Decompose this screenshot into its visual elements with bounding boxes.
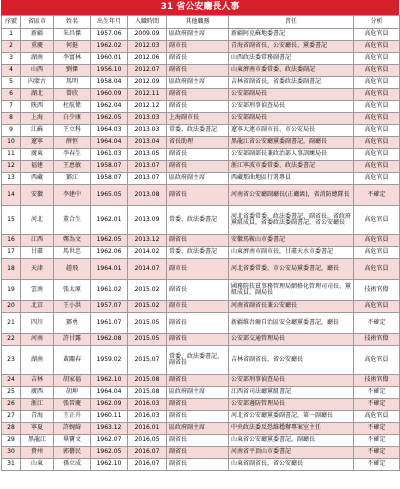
province-cell: 山西 [21, 65, 54, 77]
birth-date-cell: 1962.06 [91, 247, 128, 259]
name-cell: 王恵敏 [54, 161, 91, 173]
province-cell: 廣東 [21, 149, 54, 161]
analysis-cell: 不確定 [354, 447, 400, 459]
other-position-cell: 副省長 [167, 235, 229, 247]
analysis-cell: 高危官員 [354, 149, 400, 161]
previous-post-cell: 西藏那曲地區行署專員 [229, 173, 354, 185]
birth-date-cell: 1961.03 [91, 149, 128, 161]
row-number-cell: 26 [2, 399, 21, 411]
province-cell: 重慶 [21, 41, 54, 53]
birth-date-cell: 1962.10 [91, 375, 128, 387]
name-cell: 曾欣 [54, 89, 91, 101]
table-row [2, 313, 400, 334]
analysis-cell: 高危官員 [354, 101, 400, 113]
province-cell: 寧夏 [21, 423, 54, 435]
other-position-cell: 常委、政法委書記 [167, 125, 229, 137]
analysis-cell: 高危官員 [354, 41, 400, 53]
row-number-cell: 30 [2, 447, 21, 459]
province-cell: 新疆 [21, 29, 54, 41]
row-number-cell: 19 [2, 280, 21, 301]
analysis-cell: 高危官員 [354, 301, 400, 313]
province-cell: 山東 [21, 459, 54, 471]
birth-date-cell: 1960.09 [91, 89, 128, 101]
start-date-cell: 2015.07 [128, 346, 167, 375]
province-cell: 浙江 [21, 399, 54, 411]
analysis-cell: 高危官員 [354, 113, 400, 125]
previous-post-cell: 公安部刑事偵查局長 [229, 375, 354, 387]
other-position-cell: 副省長 [167, 280, 229, 301]
province-cell: 吉林 [21, 375, 54, 387]
name-cell: 鄧江 [54, 173, 91, 185]
start-date-cell: 2016.03 [128, 399, 167, 411]
birth-date-cell: 1962.05 [91, 235, 128, 247]
start-date-cell: 2014.02 [128, 247, 167, 259]
previous-post-cell: 山東濟南市委常委、政法委副記 [229, 65, 354, 77]
name-cell: 薛恒 [54, 137, 91, 149]
name-cell: 許婉綺 [54, 423, 91, 435]
analysis-cell: 技術官僚 [354, 375, 400, 387]
start-date-cell: 2012.09 [128, 77, 167, 89]
previous-post-cell: 河北省公安廳黨委副書記，第一副廳長 [229, 411, 354, 423]
previous-post-cell: 公安部副部長兼政治部人事訓練局長 [229, 149, 354, 161]
table-row [2, 387, 400, 399]
start-date-cell: 2013.07 [128, 161, 167, 173]
row-number-cell: 15 [2, 206, 21, 235]
province-cell: 北京 [21, 301, 54, 313]
table-row [2, 280, 400, 301]
name-cell: 劉傑 [54, 65, 91, 77]
province-cell: 江西 [21, 235, 54, 247]
row-number-cell: 17 [2, 247, 21, 259]
name-cell: 張晉慶 [54, 399, 91, 411]
row-number-cell: 20 [2, 301, 21, 313]
analysis-cell: 高危官員 [354, 247, 400, 259]
province-cell: 江蘇 [21, 125, 54, 137]
personnel-table-panel [1, 0, 399, 471]
previous-post-cell: 青海省副省長、公安廳長、黨委書記 [229, 41, 354, 53]
birth-date-cell: 1962.07 [91, 435, 128, 447]
analysis-cell: 不確定 [354, 313, 400, 334]
previous-post-cell: 江西省司法廳黨組書記 [229, 387, 354, 399]
row-number-cell: 1 [2, 29, 21, 41]
row-number-cell: 29 [2, 435, 21, 447]
province-cell: 湖北 [21, 89, 54, 101]
previous-post-cell: 公安部交通管理局長 [229, 334, 354, 346]
other-position-cell: 副省長 [167, 53, 229, 65]
table-row [2, 399, 400, 411]
table-row [2, 41, 400, 53]
other-position-cell: 區政府副主席 [167, 173, 229, 185]
start-date-cell: 2013.12 [128, 235, 167, 247]
province-cell: 天津 [21, 259, 54, 280]
other-position-cell: 副省長 [167, 101, 229, 113]
start-date-cell: 2014.07 [128, 259, 167, 280]
personnel-table [1, 15, 400, 471]
table-row [2, 185, 400, 206]
birth-date-cell: 1962.10 [91, 459, 128, 471]
other-position-cell: 副省長 [167, 334, 229, 346]
start-date-cell: 2016.07 [128, 459, 167, 471]
table-row [2, 53, 400, 65]
start-date-cell: 2009.09 [128, 29, 167, 41]
analysis-cell: 高危官員 [354, 346, 400, 375]
start-date-cell: 2012.06 [128, 53, 167, 65]
birth-date-cell: 1963.12 [91, 423, 128, 435]
table-row [2, 259, 400, 280]
name-cell: 李建中 [54, 185, 91, 206]
analysis-cell: 高危官員 [354, 259, 400, 280]
name-cell: 朱昌傑 [54, 29, 91, 41]
province-cell: 青海 [21, 411, 54, 423]
row-number-cell: 5 [2, 77, 21, 89]
province-cell: 貴州 [21, 447, 54, 459]
birth-date-cell: 1961.02 [91, 280, 128, 301]
row-number-cell: 24 [2, 375, 21, 387]
table-row [2, 206, 400, 235]
birth-date-cell: 1962.05 [91, 113, 128, 125]
analysis-cell: 高危官員 [354, 77, 400, 89]
birth-date-cell: 1959.02 [91, 346, 128, 375]
birth-date-cell: 1958.07 [91, 173, 128, 185]
previous-post-cell: 中央政法委反恐維穩辦專案室主任 [229, 423, 354, 435]
birth-date-cell: 1958.07 [91, 161, 128, 173]
row-number-cell: 27 [2, 411, 21, 423]
start-date-cell: 2015.02 [128, 280, 167, 301]
start-date-cell: 2015.05 [128, 334, 167, 346]
previous-post-cell: 山西政法委常務副書記 [229, 53, 354, 65]
name-cell: 李富林 [54, 53, 91, 65]
birth-date-cell: 1960.11 [91, 411, 128, 423]
name-cell: 胡家福 [54, 375, 91, 387]
birth-date-cell: 1956.10 [91, 65, 128, 77]
table-title: 31 省公安廳長人事 [1, 0, 399, 15]
birth-date-cell: 1964.04 [91, 387, 128, 399]
table-row [2, 161, 400, 173]
birth-date-cell: 1964.03 [91, 125, 128, 137]
table-row [2, 334, 400, 346]
other-position-cell: 副市長 [167, 259, 229, 280]
analysis-cell: 技術官僚 [354, 334, 400, 346]
start-date-cell: 2013.05 [128, 149, 167, 161]
other-position-cell: 副省長 [167, 447, 229, 459]
other-position-cell: 副省長 [167, 313, 229, 334]
row-number-cell: 18 [2, 259, 21, 280]
start-date-cell: 2013.09 [128, 206, 167, 235]
other-position-cell: 副省長 [167, 375, 229, 387]
table-row [2, 447, 400, 459]
previous-post-cell: 安徽馬鞍山市委書記 [229, 235, 354, 247]
row-number-cell: 7 [2, 101, 21, 113]
header-cell: 出生年月 [91, 16, 128, 29]
other-position-cell: 常委、政法委書記 [167, 247, 229, 259]
table-row [2, 459, 400, 471]
previous-post-cell: 公安部邊防管理局長 [229, 399, 354, 411]
start-date-cell: 2013.07 [128, 173, 167, 185]
analysis-cell: 高危官員 [354, 411, 400, 423]
start-date-cell: 2012.12 [128, 101, 167, 113]
start-date-cell: 2016.07 [128, 447, 167, 459]
analysis-cell: 不確定 [354, 435, 400, 447]
other-position-cell: 副省長 [167, 149, 229, 161]
table-row [2, 423, 400, 435]
row-number-cell: 3 [2, 53, 21, 65]
province-cell: 內蒙古 [21, 77, 54, 89]
previous-post-cell: 公安部刑事偵查局長 [229, 101, 354, 113]
name-cell: 畢寶文 [54, 435, 91, 447]
row-number-cell: 9 [2, 125, 21, 137]
row-number-cell: 25 [2, 387, 21, 399]
table-header-row [2, 16, 400, 29]
row-number-cell: 31 [2, 459, 21, 471]
row-number-cell: 16 [2, 235, 21, 247]
other-position-cell: 區政府副主席 [167, 77, 229, 89]
analysis-cell: 不確定 [354, 423, 400, 435]
province-cell: 湖南 [21, 346, 54, 375]
previous-post-cell: 山東省公安廳黨委書記，副廳長 [229, 435, 354, 447]
other-position-cell: 副省長 [167, 411, 229, 423]
province-cell: 黑龍江 [21, 435, 54, 447]
table-row [2, 113, 400, 125]
name-cell: 李春生 [54, 149, 91, 161]
birth-date-cell: 1964.01 [91, 259, 128, 280]
previous-post-cell: 河北省委常委，市公安局黨委書記，廳長 [229, 259, 354, 280]
province-cell: 甘肅 [21, 247, 54, 259]
name-cell: 何挺 [54, 41, 91, 53]
birth-date-cell: 1960.01 [91, 53, 128, 65]
table-row [2, 125, 400, 137]
table-body [2, 29, 400, 471]
header-cell: 分析 [354, 16, 400, 29]
name-cell: 孫立成 [54, 459, 91, 471]
previous-post-cell: 山東省副省長，省公安廳長 [229, 459, 354, 471]
analysis-cell: 技術官僚 [354, 280, 400, 301]
name-cell: 鄭為文 [54, 235, 91, 247]
start-date-cell: 2015.05 [128, 313, 167, 334]
table-row [2, 235, 400, 247]
other-position-cell: 副市長 [167, 301, 229, 313]
row-number-cell: 2 [2, 41, 21, 53]
name-cell: 王小洪 [54, 301, 91, 313]
other-position-cell: 副市長 [167, 41, 229, 53]
table-row [2, 173, 400, 185]
other-position-cell: 副省長 [167, 161, 229, 173]
start-date-cell: 2013.03 [128, 113, 167, 125]
row-number-cell: 21 [2, 313, 21, 334]
birth-date-cell: 1962.09 [91, 399, 128, 411]
row-number-cell: 14 [2, 185, 21, 206]
table-row [2, 375, 400, 387]
other-position-cell: 副省長 [167, 185, 229, 206]
birth-date-cell: 1964.04 [91, 137, 128, 149]
province-cell: 河南 [21, 334, 54, 346]
header-cell: 其他職務 [167, 16, 229, 29]
analysis-cell: 高危官員 [354, 235, 400, 247]
analysis-cell: 高危官員 [354, 125, 400, 137]
analysis-cell: 高危官員 [354, 206, 400, 235]
previous-post-cell: 浙江寧波市委常委、政法委書記 [229, 161, 354, 173]
start-date-cell: 2013.08 [128, 185, 167, 206]
previous-post-cell: 河南省副省長兼公安廳長 [229, 301, 354, 313]
birth-date-cell: 1958.04 [91, 77, 128, 89]
province-cell: 陝西 [21, 101, 54, 113]
birth-date-cell: 1962.05 [91, 447, 128, 459]
start-date-cell: 2012.03 [128, 41, 167, 53]
name-cell: 杜航偉 [54, 101, 91, 113]
birth-date-cell: 1962.01 [91, 206, 128, 235]
province-cell: 西藏 [21, 173, 54, 185]
start-date-cell: 2015.08 [128, 375, 167, 387]
name-cell: 白少康 [54, 113, 91, 125]
previous-post-cell: 河南省公安廳副廳長(正廳級)，省消防總隊長 [229, 185, 354, 206]
start-date-cell: 2016.03 [128, 411, 167, 423]
table-row [2, 65, 400, 77]
province-cell: 河北 [21, 206, 54, 235]
row-number-cell: 11 [2, 149, 21, 161]
previous-post-cell: 公安部副局長 [229, 89, 354, 101]
other-position-cell: 副省長 [167, 399, 229, 411]
row-number-cell: 22 [2, 334, 21, 346]
province-cell: 上海 [21, 113, 54, 125]
row-number-cell: 12 [2, 161, 21, 173]
table-row [2, 435, 400, 447]
header-cell: 昔任 [229, 16, 354, 29]
province-cell: 廣西 [21, 387, 54, 399]
previous-post-cell: 吉林省副省長，省公安廳長 [229, 346, 354, 375]
header-cell: 姓名 [54, 16, 91, 29]
analysis-cell: 不確定 [354, 459, 400, 471]
name-cell: 胡坤 [54, 387, 91, 399]
name-cell: 郭藝民 [54, 447, 91, 459]
start-date-cell: 2016.01 [128, 423, 167, 435]
other-position-cell: 上海副市長 [167, 113, 229, 125]
table-row [2, 301, 400, 313]
name-cell: 趙飛 [54, 259, 91, 280]
table-row [2, 149, 400, 161]
name-cell: 馬世忠 [54, 247, 91, 259]
previous-post-cell: 新疆維吾爾自治區安全廳黨委書記，廳長 [229, 313, 354, 334]
table-row [2, 346, 400, 375]
other-position-cell: 副省長 [167, 89, 229, 101]
table-row [2, 101, 400, 113]
analysis-cell: 高危官員 [354, 53, 400, 65]
start-date-cell: 2016.05 [128, 435, 167, 447]
province-cell: 四川 [21, 313, 54, 334]
other-position-cell: 副省長 [167, 435, 229, 447]
analysis-cell: 不確定 [354, 387, 400, 399]
province-cell: 雲南 [21, 280, 54, 301]
previous-post-cell: 山東濟南市副市長，甘肅天水市委書記 [229, 247, 354, 259]
birth-date-cell: 1965.05 [91, 185, 128, 206]
header-cell: 省區市 [21, 16, 54, 29]
row-number-cell: 6 [2, 89, 21, 101]
province-cell: 福建 [21, 161, 54, 173]
table-row [2, 247, 400, 259]
name-cell: 鄧勇 [54, 313, 91, 334]
birth-date-cell: 1962.04 [91, 101, 128, 113]
other-position-cell: 常委、政法委書記、副省長 [167, 346, 229, 375]
analysis-cell: 不確定 [354, 185, 400, 206]
row-number-cell: 23 [2, 346, 21, 375]
other-position-cell: 省長助理 [167, 137, 229, 149]
birth-date-cell: 1957.07 [91, 301, 128, 313]
previous-post-cell: 新疆阿克蘇地委書記 [229, 29, 354, 41]
province-cell: 安徽 [21, 185, 54, 206]
name-cell: 黃關春 [54, 346, 91, 375]
other-position-cell: 副省長 [167, 65, 229, 77]
previous-post-cell: 黑龍江省公安廳黨委副書記，副廳長 [229, 137, 354, 149]
analysis-cell: 高危官員 [354, 29, 400, 41]
start-date-cell: 2012.07 [128, 65, 167, 77]
row-number-cell: 4 [2, 65, 21, 77]
table-row [2, 137, 400, 149]
previous-post-cell: 河南省平頂山市委書記 [229, 447, 354, 459]
name-cell: 王正升 [54, 411, 91, 423]
table-row [2, 89, 400, 101]
start-date-cell: 2013.04 [128, 137, 167, 149]
birth-date-cell: 1962.08 [91, 334, 128, 346]
previous-post-cell: 吉林省副省長，省委政法委副書記 [229, 77, 354, 89]
previous-post-cell: 河北省委常委，政法委書記、副省長，省政府黨組成員，省委政法委副書記，省公安廳長 [229, 206, 354, 235]
other-position-cell: 區政府副主席 [167, 423, 229, 435]
other-position-cell: 區政府副主席 [167, 29, 229, 41]
start-date-cell: 2013.03 [128, 125, 167, 137]
province-cell: 湖南 [21, 53, 54, 65]
analysis-cell: 不確定 [354, 399, 400, 411]
row-number-cell: 10 [2, 137, 21, 149]
header-cell: 序號 [2, 16, 21, 29]
name-cell: 王立科 [54, 125, 91, 137]
analysis-cell: 高危官員 [354, 173, 400, 185]
previous-post-cell: 國務院扶貧事務管理局網格化管理司司長、黨組成員、副局長 [229, 280, 354, 301]
name-cell: 許甘露 [54, 334, 91, 346]
row-number-cell: 28 [2, 423, 21, 435]
other-position-cell: 常委、政法委書記 [167, 206, 229, 235]
previous-post-cell: 公安部副局長 [229, 113, 354, 125]
birth-date-cell: 1957.06 [91, 29, 128, 41]
other-position-cell: 區政府副主席 [167, 387, 229, 399]
name-cell: 董合生 [54, 206, 91, 235]
analysis-cell: 高危官員 [354, 89, 400, 101]
row-number-cell: 8 [2, 113, 21, 125]
name-cell: 張太原 [54, 280, 91, 301]
analysis-cell: 高危官員 [354, 137, 400, 149]
start-date-cell: 2015.08 [128, 387, 167, 399]
previous-post-cell: 遼寧大連市副市長、市公安局長 [229, 125, 354, 137]
row-number-cell: 13 [2, 173, 21, 185]
birth-date-cell: 1962.02 [91, 41, 128, 53]
table-row [2, 411, 400, 423]
start-date-cell: 2015.02 [128, 301, 167, 313]
other-position-cell: 副省長 [167, 459, 229, 471]
table-row [2, 77, 400, 89]
name-cell: 馬明 [54, 77, 91, 89]
analysis-cell: 高危官員 [354, 65, 400, 77]
analysis-cell: 高危官員 [354, 161, 400, 173]
province-cell: 遼寧 [21, 137, 54, 149]
header-cell: 入職時間 [128, 16, 167, 29]
table-row [2, 29, 400, 41]
birth-date-cell: 1961.07 [91, 313, 128, 334]
start-date-cell: 2012.11 [128, 89, 167, 101]
